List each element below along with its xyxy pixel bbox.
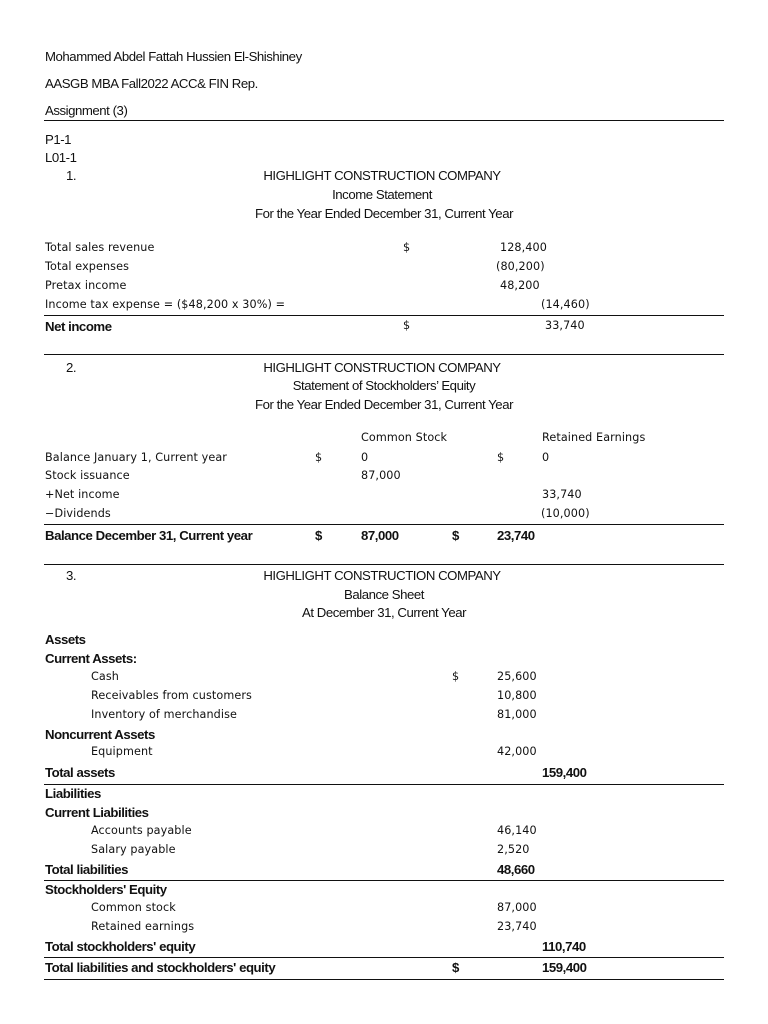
total-liabilities-value: 48,660 [497, 862, 535, 877]
equipment-value: 42,000 [497, 745, 537, 758]
balance-jan-common-stock: 0 [361, 451, 369, 464]
net-income-value: 33,740 [545, 319, 585, 332]
common-stock-column-header: Common Stock [361, 431, 448, 444]
total-assets-label: Total assets [45, 765, 115, 780]
total-stockholders-equity-value: 110,740 [542, 939, 586, 954]
salary-payable-value: 2,520 [497, 843, 530, 856]
total-liabilities-and-equity-label: Total liabilities and stockholders' equity [45, 960, 276, 975]
net-income-retained-earnings: 33,740 [542, 488, 582, 501]
pretax-income-value: 48,200 [500, 279, 540, 292]
balance-jan-label: Balance January 1, Current year [45, 451, 228, 464]
assets-heading: Assets [45, 632, 86, 647]
income-tax-value: (14,460) [541, 298, 590, 311]
currency-symbol: $ [452, 670, 460, 683]
rule [44, 315, 724, 316]
total-expenses-label: Total expenses [45, 260, 130, 273]
statement-period: For the Year Ended December 31, Current Year [254, 397, 514, 412]
problem-id: P1-1 [45, 132, 72, 147]
balance-dec-common-stock: 87,000 [361, 528, 399, 543]
rule [44, 957, 724, 958]
statement-period: For the Year Ended December 31, Current Year [254, 206, 514, 221]
salary-payable-label: Salary payable [91, 843, 176, 856]
header-divider [44, 120, 724, 121]
dividends-label: −Dividends [45, 507, 111, 520]
company-title: HIGHLIGHT CONSTRUCTION COMPANY [263, 568, 501, 583]
retained-earnings-column-header: Retained Earnings [542, 431, 646, 444]
rule [44, 524, 724, 525]
assignment-title: Assignment (3) [45, 103, 128, 118]
bottom-rule [44, 979, 724, 980]
section-number: 3. [66, 568, 77, 583]
income-tax-label: Income tax expense = ($48,200 x 30%) = [45, 298, 286, 311]
common-stock-value: 87,000 [497, 901, 537, 914]
inventory-label: Inventory of merchandise [91, 708, 237, 721]
dividends-retained-earnings: (10,000) [541, 507, 590, 520]
cash-value: 25,600 [497, 670, 537, 683]
pretax-income-label: Pretax income [45, 279, 127, 292]
receivables-label: Receivables from customers [91, 689, 252, 702]
company-title: HIGHLIGHT CONSTRUCTION COMPANY [263, 168, 501, 183]
rule [44, 784, 724, 785]
retained-earnings-value: 23,740 [497, 920, 537, 933]
sales-revenue-label: Total sales revenue [45, 241, 155, 254]
inventory-value: 81,000 [497, 708, 537, 721]
currency-symbol: $ [452, 960, 459, 975]
stock-issuance-common-stock: 87,000 [361, 469, 401, 482]
total-expenses-value: (80,200) [496, 260, 545, 273]
currency-symbol: $ [452, 528, 459, 543]
liabilities-heading: Liabilities [45, 786, 101, 801]
currency-symbol: $ [315, 528, 322, 543]
noncurrent-assets-heading: Noncurrent Assets [45, 727, 155, 742]
statement-period: At December 31, Current Year [301, 605, 467, 620]
cash-label: Cash [91, 670, 119, 683]
net-income-row-label: +Net income [45, 488, 120, 501]
currency-symbol: $ [497, 451, 505, 464]
section-divider [44, 564, 724, 565]
balance-jan-retained-earnings: 0 [542, 451, 550, 464]
current-liabilities-heading: Current Liabilities [45, 805, 149, 820]
balance-dec-retained-earnings: 23,740 [497, 528, 535, 543]
section-number: 2. [66, 360, 77, 375]
accounts-payable-label: Accounts payable [91, 824, 192, 837]
statement-title: Statement of Stockholders’ Equity [292, 378, 476, 393]
statement-title: Balance Sheet [344, 587, 424, 602]
equipment-label: Equipment [91, 745, 153, 758]
statement-title: Income Statement [332, 187, 432, 202]
current-assets-heading: Current Assets: [45, 651, 137, 666]
net-income-label: Net income [45, 319, 112, 334]
receivables-value: 10,800 [497, 689, 537, 702]
rule [44, 880, 724, 881]
total-liabilities-and-equity-value: 159,400 [542, 960, 587, 975]
balance-dec-label: Balance December 31, Current year [45, 528, 253, 543]
section-number: 1. [66, 168, 77, 183]
currency-symbol: $ [403, 241, 411, 254]
total-stockholders-equity-label: Total stockholders' equity [45, 939, 196, 954]
currency-symbol: $ [315, 451, 323, 464]
currency-symbol: $ [403, 319, 411, 332]
stockholders-equity-heading: Stockholders' Equity [45, 882, 167, 897]
total-liabilities-label: Total liabilities [45, 862, 128, 877]
author-name: Mohammed Abdel Fattah Hussien El-Shishiney [45, 49, 302, 64]
stock-issuance-label: Stock issuance [45, 469, 130, 482]
retained-earnings-label: Retained earnings [91, 920, 195, 933]
section-divider [44, 354, 724, 355]
common-stock-label: Common stock [91, 901, 176, 914]
accounts-payable-value: 46,140 [497, 824, 537, 837]
course-title: AASGB MBA Fall2022 ACC& FIN Rep. [45, 76, 258, 91]
total-assets-value: 159,400 [542, 765, 587, 780]
sales-revenue-value: 128,400 [500, 241, 547, 254]
company-title: HIGHLIGHT CONSTRUCTION COMPANY [263, 360, 501, 375]
learning-objective: L01-1 [45, 150, 77, 165]
